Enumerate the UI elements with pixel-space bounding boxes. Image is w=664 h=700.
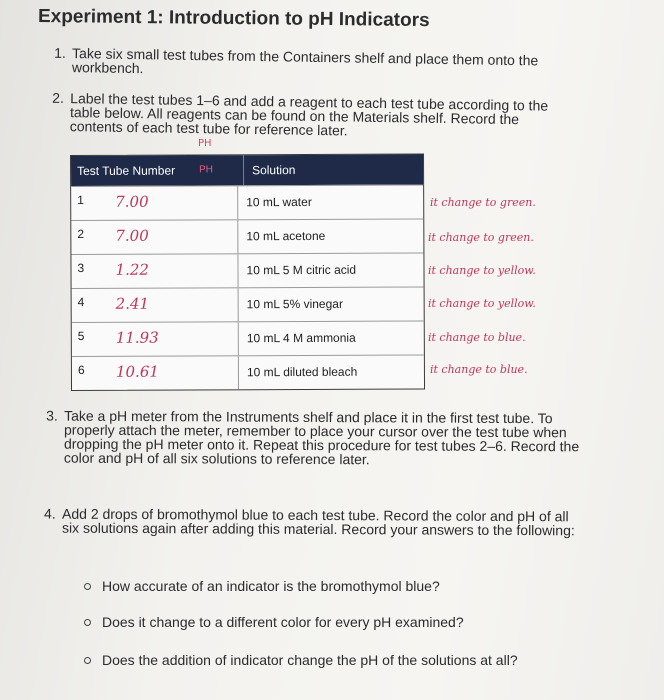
step-text: Label the test tubes 1–6 and add a reagent to each test tube according to the table below. All reagents can be found on the Materials shelf. Record the contents of each test tube for reference later. bbox=[69, 90, 549, 139]
tube-number: 3 bbox=[77, 260, 85, 275]
header-ph-note: PH bbox=[199, 164, 213, 176]
step-text: Take a pH meter from the Instruments shelf and place it in the first test tube. To properly attach the meter, remember to place your cursor over the test tube when dropping the pH meter onto it. Repeat this procedure for test tubes 2–6. Record the color and pH of all six solutions to reference later. bbox=[63, 407, 580, 468]
list-item: How accurate of an indicator is the bromothymol blue? bbox=[80, 578, 440, 594]
step-3 bbox=[46, 407, 584, 468]
handwritten-ph-label: PH bbox=[198, 138, 212, 149]
table-row bbox=[71, 252, 423, 288]
solution-cell: 10 mL water bbox=[237, 185, 423, 219]
step-text: Take six small test tubes from the Containers shelf and place them onto the workbench. bbox=[71, 45, 539, 77]
list-item: Does the addition of indicator change the pH of the solutions at all? bbox=[80, 652, 542, 668]
table-row bbox=[71, 218, 423, 254]
handwritten-ph: 7.00 bbox=[115, 192, 149, 211]
table-header bbox=[71, 154, 423, 186]
solution-cell: 10 mL acetone bbox=[237, 219, 423, 253]
handwritten-note: it change to blue. bbox=[428, 331, 526, 344]
handwritten-ph: 1.22 bbox=[115, 260, 149, 279]
list-item: Does it change to a different color for every pH examined? bbox=[80, 614, 464, 630]
table-row bbox=[72, 286, 424, 322]
handwritten-note: it change to yellow. bbox=[428, 297, 536, 310]
table-row bbox=[72, 320, 424, 356]
handwritten-ph: 11.93 bbox=[115, 328, 159, 347]
handwritten-ph: 10.61 bbox=[115, 362, 159, 381]
tube-number: 1 bbox=[77, 192, 84, 207]
tube-number: 5 bbox=[77, 328, 85, 343]
solution-cell: 10 mL 5% vinegar bbox=[238, 287, 424, 321]
solution-cell: 10 mL diluted bleach bbox=[238, 355, 424, 389]
table-row bbox=[72, 354, 424, 390]
step-text: Add 2 drops of bromothymol blue to each test tube. Record the color and pH of all six solutions again after adding this material. Record your answers to the following: bbox=[61, 505, 575, 539]
tube-number: 4 bbox=[77, 294, 85, 309]
tube-number: 2 bbox=[77, 226, 85, 241]
handwritten-ph: 7.00 bbox=[115, 226, 149, 245]
header-solution: Solution bbox=[243, 154, 423, 185]
solution-cell: 10 mL 4 M ammonia bbox=[238, 321, 424, 355]
header-test-tube-number: Test Tube Number PH bbox=[71, 155, 243, 186]
step-number: 4. bbox=[43, 505, 56, 522]
step-2 bbox=[52, 89, 571, 141]
step-4 bbox=[43, 505, 582, 539]
step-number: 1. bbox=[54, 44, 66, 61]
handwritten-note: it change to green. bbox=[428, 231, 534, 244]
reagent-table bbox=[70, 153, 425, 391]
table-row bbox=[71, 184, 423, 220]
step-number: 3. bbox=[46, 407, 58, 424]
handwritten-note: it change to yellow. bbox=[428, 264, 536, 277]
handwritten-note: it change to blue. bbox=[430, 363, 528, 376]
handwritten-ph: 2.41 bbox=[115, 294, 150, 313]
solution-cell: 10 mL 5 M citric acid bbox=[237, 253, 423, 287]
step-number: 2. bbox=[52, 89, 65, 106]
tube-number: 6 bbox=[77, 362, 85, 377]
step-1 bbox=[54, 44, 572, 82]
page-title: Experiment 1: Introduction to pH Indicators bbox=[37, 5, 430, 32]
handwritten-note: it change to green. bbox=[430, 196, 536, 209]
